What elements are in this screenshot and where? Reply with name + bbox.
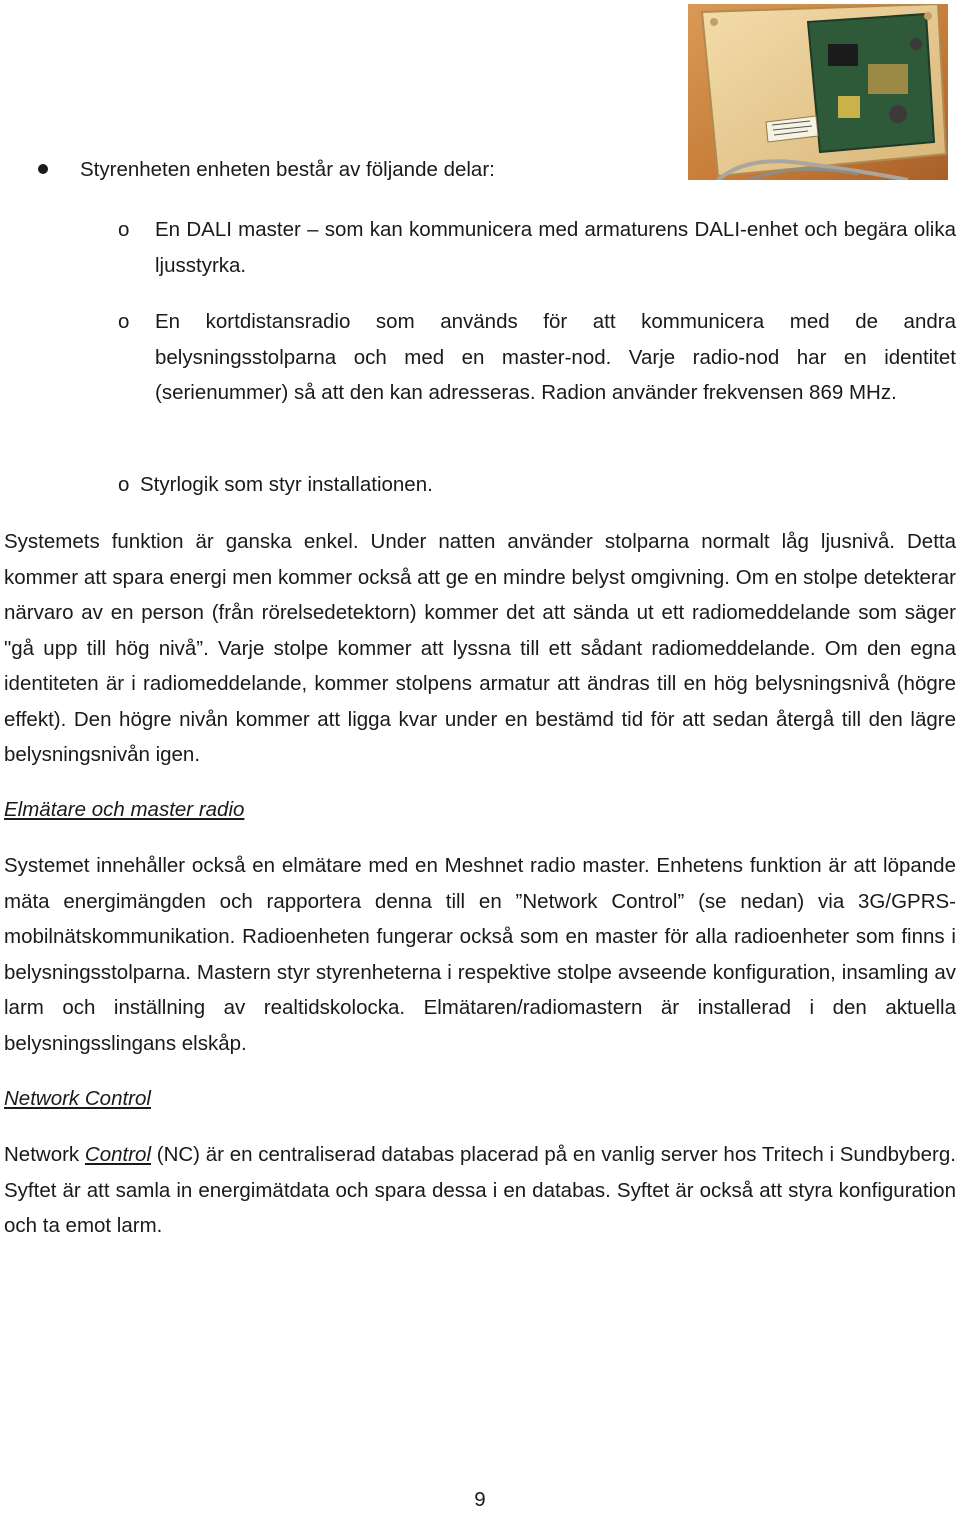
network-control-paragraph <box>4 1137 956 1244</box>
nc-post: (NC) är en centraliserad databas placerad på en vanlig server hos Tritech i Sundbyberg. Syftet är att samla in energimätdata och spara dessa i en databas. Syftet är också att styra konfiguration och ta emot larm. <box>4 1143 956 1237</box>
sub-item-marker: o <box>118 310 130 333</box>
sub-item-marker: o <box>118 218 130 241</box>
system-function-paragraph: Systemets funktion är ganska enkel. Under natten använder stolparna normalt låg ljusnivå. Detta kommer att spara energi men kommer också att ge en mindre belyst omgivning. Om en stolpe detekterar närvaro av en person (från rörelsedetektorn) kommer det att sända ut ett radiomeddelande som säger "gå upp till hög nivå”. Varje stolpe kommer att lyssna till ett sådant radiomeddelande. Om den egna identiteten är i radiomeddelande, kommer stolpens armatur att ändras till en hög belysningsnivå (högre effekt). Den högre nivån kommer att ligga kvar under en bestämd tid för att sedan återgå till den lägre belysningsnivån igen. <box>4 530 956 766</box>
section-heading-elmatare: Elmätare och master radio <box>4 798 245 821</box>
sub-item-text: Styrlogik som styr installationen. <box>140 473 433 496</box>
sub-item <box>118 467 956 503</box>
elmatare-paragraph: Systemet innehåller också en elmätare med en Meshnet radio master. Enhetens funktion är att löpande mäta energimängden och rapportera denna till en ”Network Control” (se nedan) via 3G/GPRS- mobilnätskommunikation. Radioenheten fungerar också som en master för alla radioenheter som finns i belysningsstolparna. Mastern styr styrenheterna i respektive stolpe avseende konfiguration, insamling av larm och inställning av realtidskolocka. Elmätaren/radiomastern är installerad i den aktuella belysningsslingans elskåp. <box>4 854 956 1055</box>
nc-pre: Network <box>4 1143 85 1166</box>
sub-item-text: En DALI master – som kan kommunicera med armaturens DALI-enhet och begära olika ljusstyrka. <box>155 218 956 277</box>
bullet-icon <box>38 164 48 174</box>
sub-item <box>118 304 956 411</box>
page-number: 9 <box>474 1488 486 1511</box>
controller-unit-photo <box>688 4 948 180</box>
sub-item-text: En kortdistansradio som används för att kommunicera med de andra belysningsstolparna och med en master-nod. Varje radio-nod har en identitet (serienummer) så att den kan adresseras. Radion använder frekvensen 869 MHz. <box>155 310 956 404</box>
sub-item-marker: o <box>118 473 130 496</box>
nc-italic-word: Control <box>84 1143 152 1166</box>
section-heading-network-control: Network Control <box>4 1087 151 1110</box>
sub-item <box>118 212 956 283</box>
bullet-text: Styrenheten enheten består av följande delar: <box>80 158 495 181</box>
